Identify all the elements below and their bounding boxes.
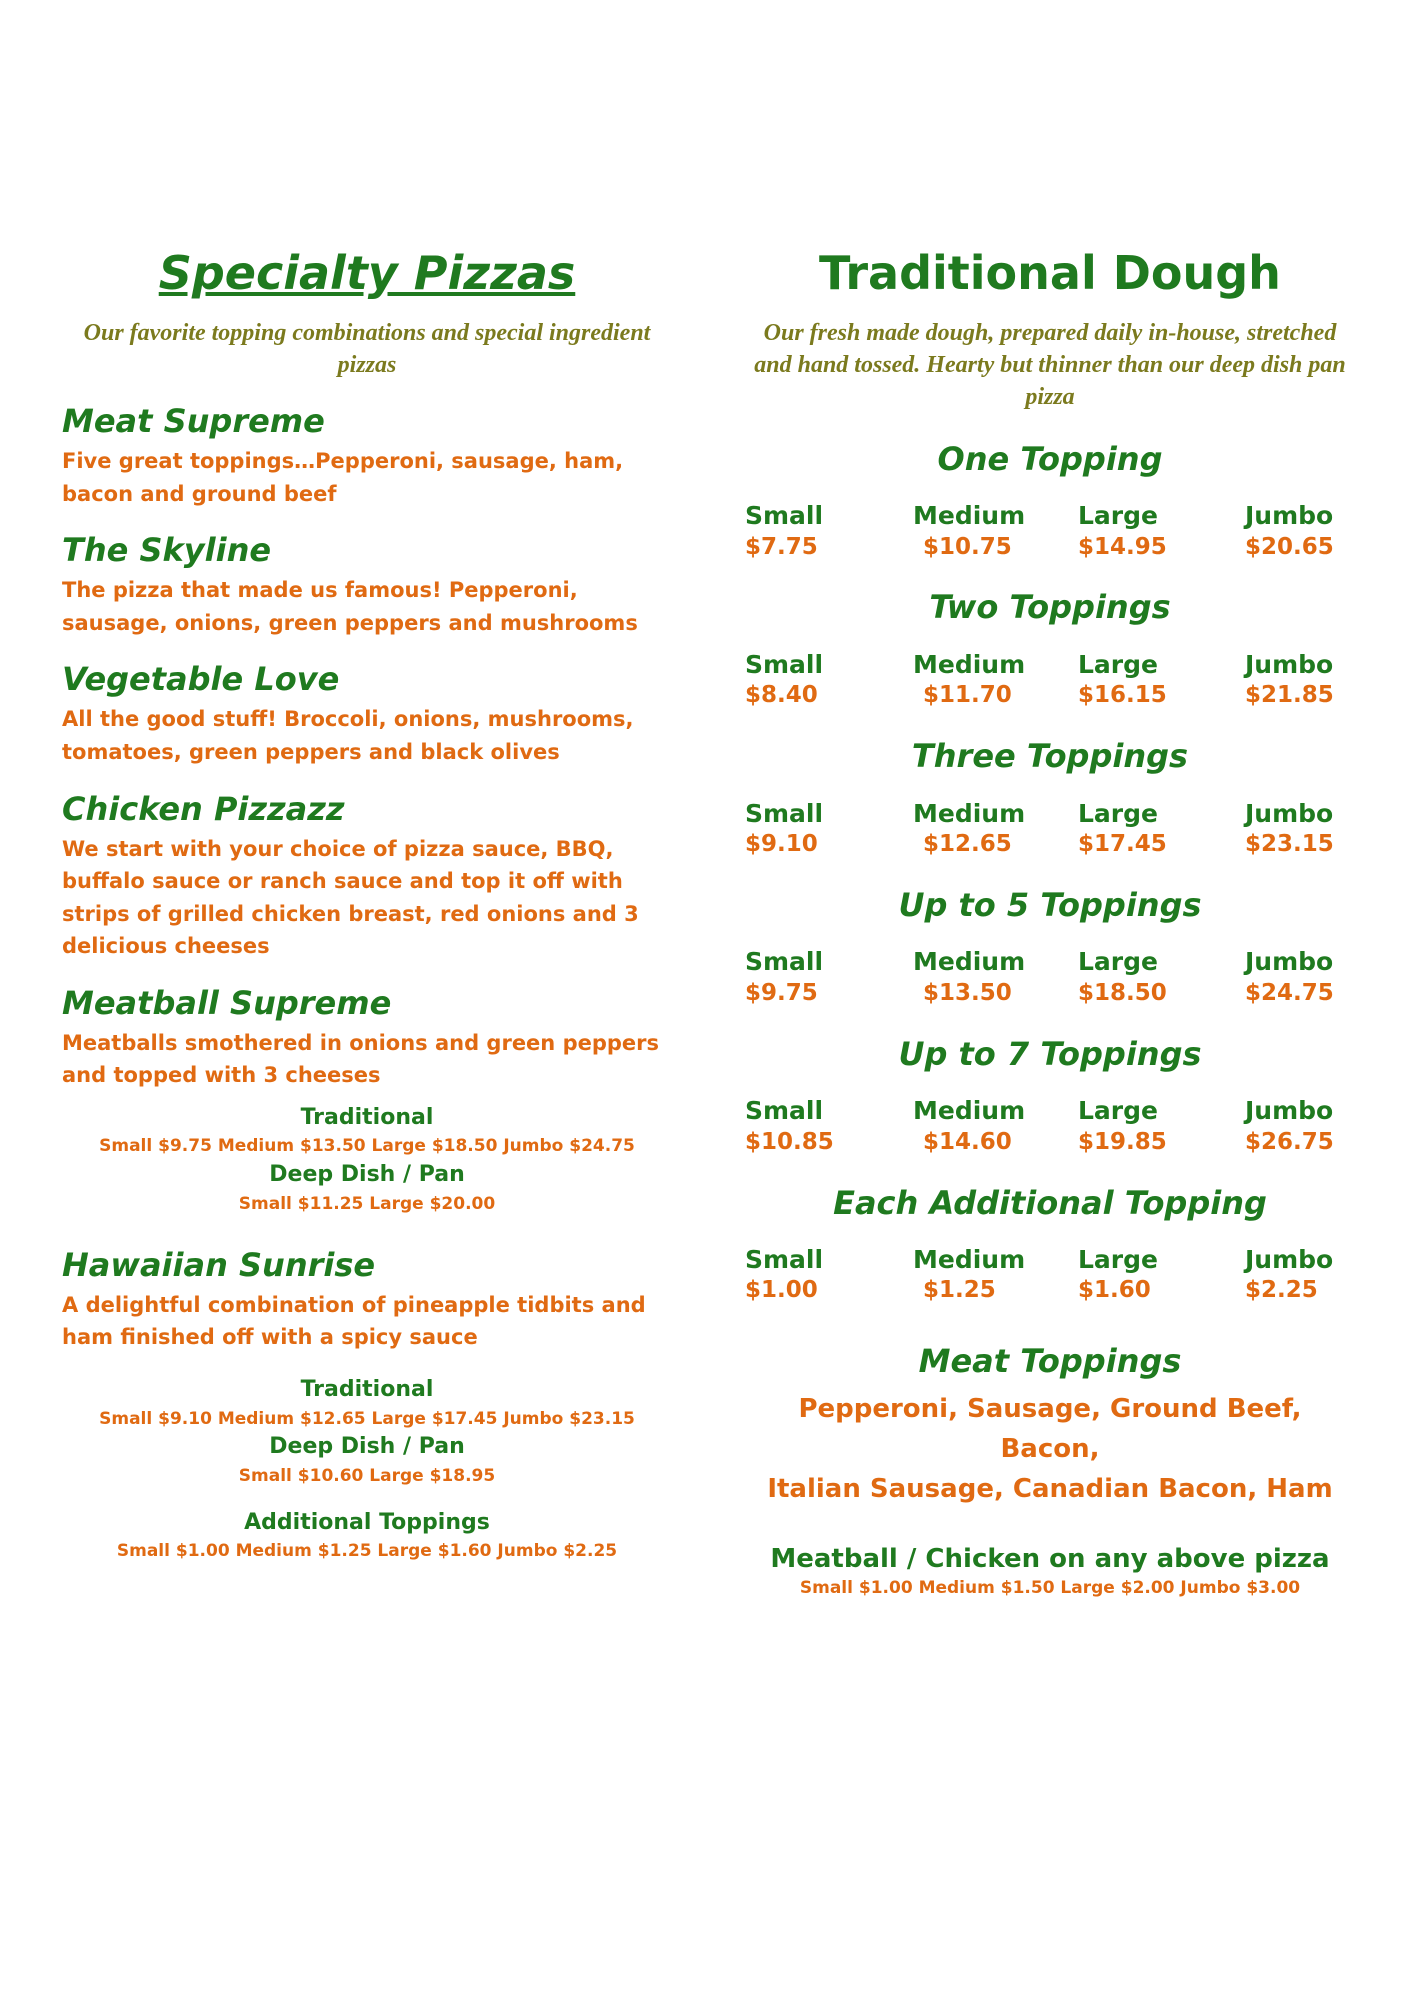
pizza-description: Five great toppings…Pepperoni, sausage, ham, bacon and ground beef (62, 449, 624, 506)
specialty-intro: Our favorite topping combinations and special ingredient pizzas (83, 319, 651, 378)
size-label: Small (745, 947, 824, 977)
size-label: Small (745, 649, 824, 679)
pizza-name: Meat Supreme (62, 402, 325, 441)
size-label: Small (745, 501, 824, 531)
size-label: Medium (913, 947, 1026, 977)
size-label: Jumbo (1245, 1096, 1334, 1126)
size-price: $1.25 (923, 1277, 996, 1304)
meat-toppings-line: Italian Sausage, Canadian Bacon, Ham (767, 1474, 1333, 1505)
traditional-prices: Small $9.10 Medium $12.65 Large $17.45 Jumbo $23.15 (99, 1408, 635, 1429)
size-price: $8.40 (745, 682, 818, 709)
size-label: Jumbo (1245, 798, 1334, 828)
pizza-name: Meatball Supreme (62, 983, 392, 1022)
deep-dish-prices: Small $10.60 Large $18.95 (238, 1465, 496, 1486)
hawaiian-sunrise-prices (62, 1376, 672, 1566)
size-label: Large (1078, 947, 1158, 977)
size-price: $18.50 (1078, 979, 1167, 1006)
size-price: $23.15 (1245, 831, 1334, 858)
additional-toppings-prices: Small $1.00 Medium $1.25 Large $1.60 Jumbo $2.25 (116, 1541, 618, 1562)
size-price-grid (745, 1244, 1355, 1306)
pizza-item (62, 789, 672, 963)
size-label: Large (1078, 649, 1158, 679)
size-price: $7.75 (745, 533, 818, 560)
pizza-name: Chicken Pizzazz (62, 789, 345, 828)
size-label: Small (745, 798, 824, 828)
pizza-item (62, 1245, 672, 1354)
size-label: Medium (913, 1096, 1026, 1126)
price-section (745, 588, 1355, 711)
size-price: $16.15 (1078, 682, 1167, 709)
size-price: $11.70 (923, 682, 1012, 709)
pizza-description: The pizza that made us famous! Pepperoni, sausage, onions, green peppers and mushrooms (62, 578, 638, 635)
deep-dish-label: Deep Dish / Pan (269, 1434, 465, 1460)
size-price: $10.85 (745, 1128, 834, 1155)
price-section-heading: Each Additional Topping (833, 1183, 1267, 1222)
size-price-grid (745, 649, 1355, 711)
price-section (745, 440, 1355, 563)
size-price: $17.45 (1078, 831, 1167, 858)
traditional-dough-column (745, 245, 1355, 1598)
price-section (745, 1035, 1355, 1158)
pizza-description: We start with your choice of pizza sauce, BBQ, buffalo sauce or ranch sauce and top it off with strips of grilled chicken breast, red onions and 3 delicious cheeses (62, 836, 639, 959)
meatball-chicken-heading: Meatball / Chicken on any above pizza (770, 1543, 1330, 1574)
price-section-heading: Up to 5 Toppings (898, 886, 1202, 925)
size-price-grid (745, 500, 1355, 562)
meatball-chicken-prices: Small $1.00 Medium $1.50 Large $2.00 Jumbo $3.00 (799, 1577, 1301, 1598)
pizza-description: Meatballs smothered in onions and green peppers and topped with 3 cheeses (62, 1030, 660, 1088)
size-price: $9.10 (745, 831, 818, 858)
size-price: $13.50 (923, 979, 1012, 1006)
pizza-description: All the good stuff! Broccoli, onions, mushrooms, tomatoes, green peppers and black olives (62, 707, 634, 765)
size-price: $19.85 (1078, 1128, 1167, 1155)
size-price: $26.75 (1245, 1128, 1334, 1155)
pizza-item (62, 659, 672, 768)
additional-toppings-label: Additional Toppings (244, 1509, 490, 1535)
price-section-heading: Two Toppings (929, 588, 1171, 627)
size-price-grid (745, 1095, 1355, 1157)
size-label: Large (1078, 798, 1158, 828)
size-label: Jumbo (1245, 1244, 1334, 1274)
price-section-heading: Up to 7 Toppings (898, 1034, 1202, 1073)
size-label: Medium (913, 649, 1026, 679)
size-label: Medium (913, 501, 1026, 531)
size-price: $12.65 (923, 831, 1012, 858)
meatball-supreme-prices (62, 1104, 672, 1219)
size-price: $9.75 (745, 979, 818, 1006)
traditional-dough-title: Traditional Dough (819, 246, 1281, 300)
size-price: $24.75 (1245, 979, 1334, 1006)
size-price: $2.25 (1245, 1277, 1318, 1304)
size-label: Small (745, 1096, 824, 1126)
size-label: Jumbo (1245, 947, 1334, 977)
size-label: Jumbo (1245, 501, 1334, 531)
size-price: $14.60 (923, 1128, 1012, 1155)
pizza-item (62, 530, 672, 639)
price-section (745, 737, 1355, 860)
specialty-title: Specialty Pizzas (158, 246, 576, 300)
size-label: Medium (913, 798, 1026, 828)
size-label: Small (745, 1244, 824, 1274)
size-label: Large (1078, 1096, 1158, 1126)
size-price: $10.75 (923, 533, 1012, 560)
deep-dish-prices: Small $11.25 Large $20.00 (238, 1193, 496, 1214)
size-price: $1.60 (1078, 1277, 1151, 1304)
size-label: Large (1078, 501, 1158, 531)
size-price-grid (745, 946, 1355, 1008)
pizza-item (62, 983, 672, 1092)
size-price: $14.95 (1078, 533, 1167, 560)
price-section-heading: One Topping (937, 439, 1163, 478)
size-label: Large (1078, 1244, 1158, 1274)
pizza-description: A delightful combination of pineapple tidbits and ham finished off with a spicy sauce (62, 1292, 646, 1350)
pizza-item (62, 401, 672, 510)
pizza-name: The Skyline (62, 531, 272, 570)
size-price-grid (745, 798, 1355, 860)
size-label: Jumbo (1245, 649, 1334, 679)
price-section-heading: Three Toppings (911, 737, 1189, 776)
deep-dish-label: Deep Dish / Pan (269, 1162, 465, 1188)
traditional-prices: Small $9.75 Medium $13.50 Large $18.50 Jumbo $24.75 (99, 1136, 635, 1157)
meat-toppings-line: Pepperoni, Sausage, Ground Beef, Bacon, (798, 1393, 1302, 1465)
traditional-label: Traditional (300, 1104, 434, 1130)
price-section (745, 886, 1355, 1009)
meat-toppings-heading: Meat Toppings (918, 1342, 1182, 1381)
size-price: $1.00 (745, 1277, 818, 1304)
pizza-name: Vegetable Love (62, 660, 340, 699)
meat-toppings-list (745, 1389, 1355, 1510)
specialty-pizzas-column (62, 245, 672, 1566)
size-price: $21.85 (1245, 682, 1334, 709)
price-sections (745, 440, 1355, 1307)
traditional-label: Traditional (300, 1376, 434, 1402)
pizza-name: Hawaiian Sunrise (62, 1245, 376, 1284)
traditional-dough-intro: Our fresh made dough, prepared daily in-house, stretched and hand tossed. Hearty but thinner than our deep dish pan pizza (754, 319, 1346, 411)
size-label: Medium (913, 1244, 1026, 1274)
price-section (745, 1184, 1355, 1307)
size-price: $20.65 (1245, 533, 1334, 560)
